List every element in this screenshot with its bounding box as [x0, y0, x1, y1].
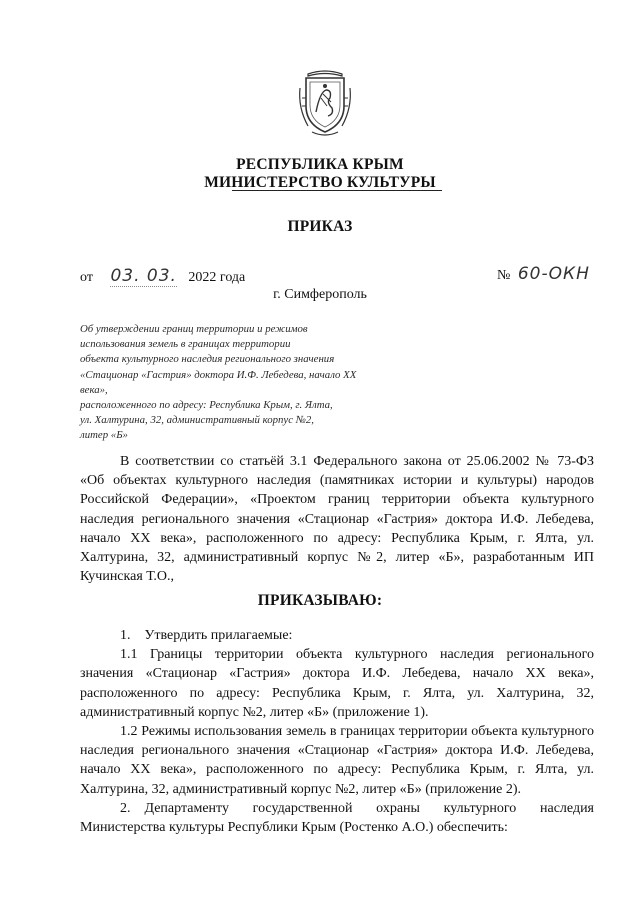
- crimea-coat-of-arms-icon: [296, 68, 354, 138]
- header-line-ministry: МИНИСТЕРСТВО КУЛЬТУРЫ: [204, 174, 436, 191]
- subject-line: расположенного по адресу: Республика Крым, г. Ялта,: [80, 399, 333, 412]
- subject-line: объекта культурного наследия регионального значения: [80, 353, 335, 366]
- order-item-2: 2. Департаменту государственной охраны культурного наследия Министерства культуры Республики Крым (Ростенко А.О.) обеспечить:: [80, 800, 594, 836]
- header-divider: [232, 190, 442, 191]
- handwritten-date: 03. 03.: [110, 266, 177, 286]
- date-prefix: от: [80, 270, 93, 285]
- preamble-paragraph: В соответствии со статьёй 3.1 Федерального закона от 25.06.2002 № 73-ФЗ «Об объектах культурного наследия (памятниках истории и культуры) народов Российской Федерации», «Проектом границ территории объекта культурного наследия регионального значения «Стационар «Гастрия» доктора И.Ф. Лебедева, начало XX века», расположенного по адресу: Республика Крым, г. Ялта, ул. Халтурина, 32, административный корпус №2, литер «Б», разработанным ИП Кучинская Т.О.,: [80, 454, 594, 585]
- coat-of-arms-emblem: [296, 68, 354, 138]
- order-item-1-2: 1.2 Режимы использования земель в границах территории объекта культурного наследия регионального значения «Стационар «Гастрия» доктора И.Ф. Лебедева, начало XX века», расположенного по адресу: Республика Крым, г. Ялта, ул. Халтурина, 32, административный корпус №2, литер «Б» (приложение 2).: [80, 724, 594, 797]
- order-item-1: 1. Утвердить прилагаемые:: [120, 628, 293, 643]
- order-items: [80, 626, 594, 837]
- date-year: 2022 года: [188, 270, 246, 285]
- number-row: [497, 264, 590, 284]
- subject-line: ул. Халтурина, 32, административный корпус №2,: [80, 414, 314, 427]
- number-prefix: №: [497, 268, 511, 283]
- order-word: ПРИКАЗЫВАЮ:: [257, 592, 383, 609]
- order-item-1-1: 1.1 Границы территории объекта культурного наследия регионального значения «Стационар «Гастрия» доктора И.Ф. Лебедева, начало XX века», расположенного по адресу: Республика Крым, г. Ялта, ул. Халтурина, 32, административный корпус №2, литер «Б» (приложение 1).: [80, 647, 594, 720]
- order-subject: [80, 322, 370, 444]
- subject-line: «Стационар «Гастрия» доктора И.Ф. Лебедева, начало XX века»,: [80, 368, 357, 396]
- document-type-title: ПРИКАЗ: [287, 218, 353, 235]
- date-row: [80, 266, 245, 287]
- subject-line: использования земель в границах территории: [80, 338, 291, 351]
- header-line-republic: РЕСПУБЛИКА КРЫМ: [236, 156, 404, 173]
- subject-line: литер «Б»: [80, 429, 128, 442]
- subject-line: Об утверждении границ территории и режимов: [80, 323, 308, 335]
- handwritten-number: 60-ОКН: [517, 264, 590, 284]
- city-line: г. Симферополь: [273, 287, 367, 302]
